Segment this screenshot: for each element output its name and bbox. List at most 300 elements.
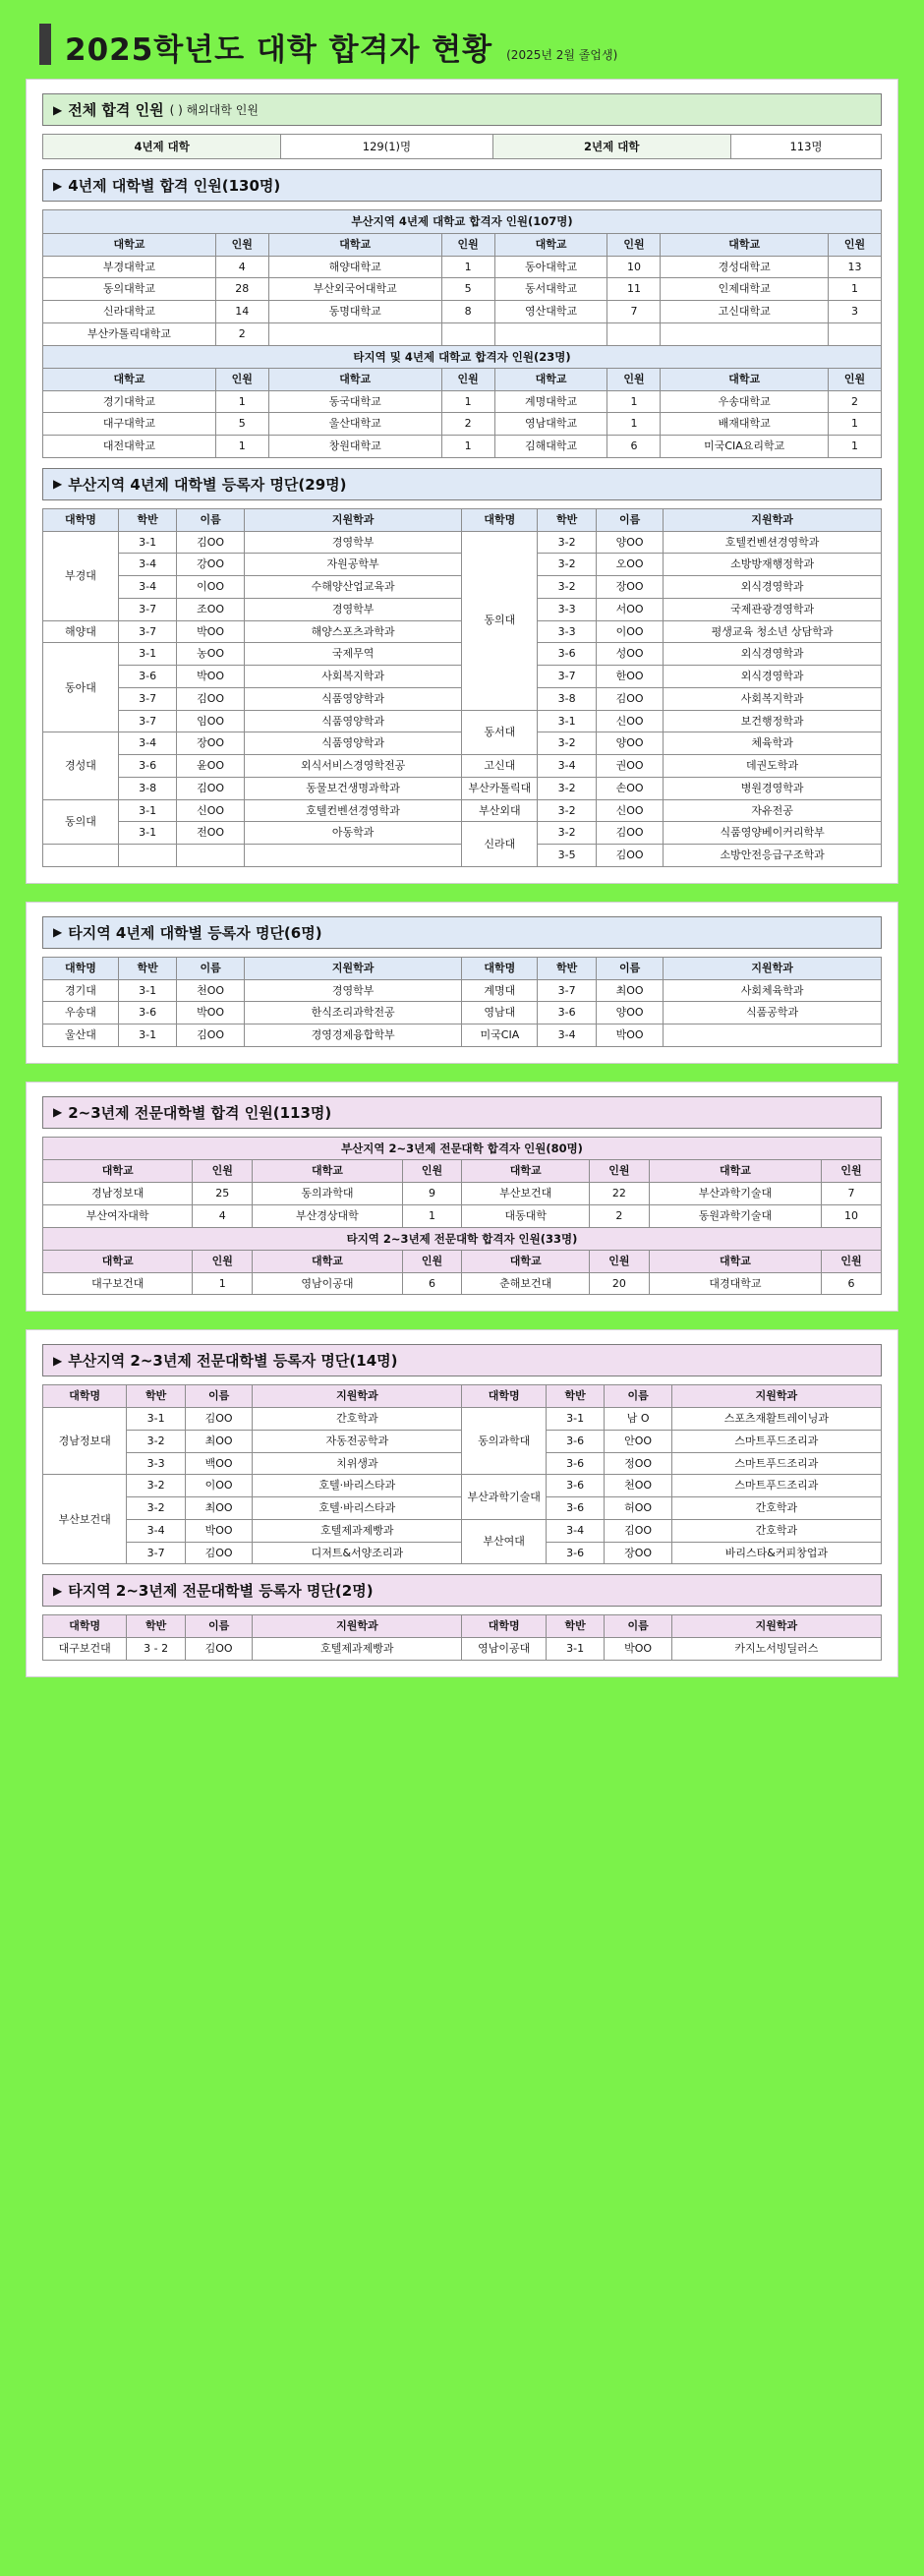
section-total-note: ( ) 해외대학 인원 <box>169 103 259 117</box>
cell-cls-right: 3-2 <box>538 531 597 554</box>
table-band-row <box>43 1227 882 1250</box>
cell-university-right: 동서대 <box>462 710 538 755</box>
cell-cls-right: 3-1 <box>538 710 597 732</box>
cell-name-right: 김OO <box>596 845 663 867</box>
cell: 3-6 <box>118 1002 177 1025</box>
cell: 박OO <box>596 1025 663 1047</box>
cell-dept-left: 경영학부 <box>244 598 462 620</box>
cell-cls-right: 3-2 <box>538 732 597 755</box>
cell-cls-left: 3-1 <box>118 643 177 666</box>
table-row <box>43 979 882 1002</box>
cell-dept-right: 스마트푸드조리과 <box>671 1475 881 1497</box>
cell-university-left: 해양대 <box>43 620 119 643</box>
cell-dept-right: 간호학과 <box>671 1497 881 1520</box>
cell-dept-left: 외식서비스경영학전공 <box>244 755 462 778</box>
cell-cls-right: 3-2 <box>538 799 597 822</box>
cell-cls-left: 3-3 <box>127 1452 186 1475</box>
cell-dept-right: 식품영양베이커리학부 <box>664 822 882 845</box>
cell-name-left <box>177 845 244 867</box>
cell-cls-left: 3-7 <box>118 710 177 732</box>
cell-name-right: 신OO <box>596 799 663 822</box>
cell-university-right: 동의대 <box>462 531 538 710</box>
cell: 동의과학대 <box>253 1183 402 1205</box>
col-univ-1: 대학교 <box>43 368 216 390</box>
cell-university-right: 부산카톨릭대 <box>462 777 538 799</box>
col-univ-3: 대학교 <box>494 233 607 256</box>
cell: 경남정보대 <box>43 1183 193 1205</box>
cell: 2 <box>589 1204 649 1227</box>
other-4yr-list-body <box>43 979 882 1046</box>
triangle-icon: ▶ <box>53 1105 63 1120</box>
cell-university-left: 동아대 <box>43 643 119 732</box>
cell: 천OO <box>177 979 244 1002</box>
table-header-row <box>43 1385 882 1408</box>
cell-name-right: 정OO <box>605 1452 671 1475</box>
col-name-left: 이름 <box>186 1615 253 1638</box>
table-row <box>43 256 882 278</box>
col-name-right: 이름 <box>596 508 663 531</box>
cell: 4 <box>193 1204 253 1227</box>
col-univ-3: 대학교 <box>494 368 607 390</box>
cell: 1 <box>828 278 881 301</box>
cell: 부산여자대학 <box>43 1204 193 1227</box>
busan-4yr-list-body <box>43 531 882 866</box>
table-header-row <box>43 508 882 531</box>
other-23yr-count-body <box>43 1272 882 1295</box>
cell-cls-left: 3-7 <box>127 1542 186 1564</box>
cell <box>661 322 828 345</box>
section-header-busan-4yr-list <box>42 468 882 500</box>
section-busan-4yr-list-title: 부산지역 4년제 대학별 등록자 명단(29명) <box>68 475 347 494</box>
cell-cls-right: 3-1 <box>546 1408 605 1431</box>
table-row <box>43 531 882 554</box>
cell-name-left: 이OO <box>186 1475 253 1497</box>
cell-dept-right: 외식경영학과 <box>664 643 882 666</box>
cell-dept-left: 식품영양학과 <box>244 732 462 755</box>
other-4yr-count-body <box>43 390 882 457</box>
cell-dept-left: 수해양산업교육과 <box>244 576 462 599</box>
col-univ-1: 대학교 <box>43 233 216 256</box>
cell: 2 <box>215 322 268 345</box>
table-total-summary <box>42 134 882 159</box>
card-other-four-year <box>26 902 898 1064</box>
cell: 대전대학교 <box>43 436 216 458</box>
col-count-3: 인원 <box>607 233 661 256</box>
cell: 동서대학교 <box>494 278 607 301</box>
table-row <box>43 413 882 436</box>
cell-cls-right: 3-6 <box>546 1452 605 1475</box>
cell: 동의대학교 <box>43 278 216 301</box>
cell <box>607 322 661 345</box>
cell: 영남대 <box>462 1002 538 1025</box>
cell-cls-left: 3-1 <box>118 822 177 845</box>
col-count-3: 인원 <box>607 368 661 390</box>
table-header-row <box>43 1615 882 1638</box>
cell-name-right: 손OO <box>596 777 663 799</box>
cell-dept-right: 체육학과 <box>664 732 882 755</box>
cell-dept-right: 사회복지학과 <box>664 687 882 710</box>
table-other-4yr-list <box>42 957 882 1047</box>
cell: 식품공학과 <box>664 1002 882 1025</box>
cell: 부경대학교 <box>43 256 216 278</box>
cell-name-left: 조OO <box>177 598 244 620</box>
cell-cls-left: 3-7 <box>118 687 177 710</box>
cell-dept-right: 호텔컨벤션경영학과 <box>664 531 882 554</box>
col-dept-right: 지원학과 <box>664 508 882 531</box>
table-header-row <box>43 1160 882 1183</box>
cell: 7 <box>822 1183 882 1205</box>
cell: 경성대학교 <box>661 256 828 278</box>
cell: 3-1 <box>546 1638 605 1661</box>
cell: 우송대학교 <box>661 390 828 413</box>
cell: 3-1 <box>118 979 177 1002</box>
cell-university-left: 경남정보대 <box>43 1408 127 1475</box>
col-name-left: 이름 <box>177 508 244 531</box>
col-name-right: 이름 <box>605 1615 671 1638</box>
cell-dept-left: 자동전공학과 <box>253 1430 462 1452</box>
col-class-right: 학반 <box>538 508 597 531</box>
cell-name-right: 양OO <box>596 732 663 755</box>
page-title <box>26 18 898 79</box>
col-dept-right: 지원학과 <box>664 957 882 979</box>
col-count-1: 인원 <box>215 233 268 256</box>
cell-name-right: 한OO <box>596 666 663 688</box>
col-univ-right: 대학명 <box>462 508 538 531</box>
cell-name-left: 최OO <box>186 1430 253 1452</box>
total-label-2yr: 2년제 대학 <box>492 135 730 159</box>
col-dept-right: 지원학과 <box>671 1385 881 1408</box>
cell: 배재대학교 <box>661 413 828 436</box>
cell-name-right: 성OO <box>596 643 663 666</box>
cell-dept-left: 호텔제과제빵과 <box>253 1519 462 1542</box>
cell-name-left: 김OO <box>186 1408 253 1431</box>
table-row <box>43 1002 882 1025</box>
table-row <box>43 278 882 301</box>
table-band-row <box>43 345 882 368</box>
section-header-other-23yr-list <box>42 1574 882 1607</box>
cell-cls-left: 3-2 <box>127 1475 186 1497</box>
col-count-1: 인원 <box>193 1160 253 1183</box>
cell-name-left: 김OO <box>177 531 244 554</box>
cell-name-right: 안OO <box>605 1430 671 1452</box>
section-header-busan-23yr-list <box>42 1344 882 1376</box>
cell: 인제대학교 <box>661 278 828 301</box>
cell: 3-1 <box>118 1025 177 1047</box>
col-univ-2: 대학교 <box>268 233 441 256</box>
cell: 경기대 <box>43 979 119 1002</box>
cell: 3 - 2 <box>127 1638 186 1661</box>
cell-dept-right: 스포츠재활트레이닝과 <box>671 1408 881 1431</box>
cell: 6 <box>607 436 661 458</box>
cell-cls-left: 3-4 <box>127 1519 186 1542</box>
cell <box>828 322 881 345</box>
cell: 1 <box>828 436 881 458</box>
col-class-right: 학반 <box>538 957 597 979</box>
section-header-total <box>42 93 882 126</box>
table-row <box>43 1204 882 1227</box>
cell: 대구보건대 <box>43 1272 193 1295</box>
cell: 3-6 <box>538 1002 597 1025</box>
cell-dept-right: 소방방재행정학과 <box>664 554 882 576</box>
cell-dept-left: 호텔컨벤션경영학과 <box>244 799 462 822</box>
cell-cls-right: 3-6 <box>546 1430 605 1452</box>
col-class-left: 학반 <box>118 508 177 531</box>
table-row <box>43 777 882 799</box>
cell: 9 <box>402 1183 462 1205</box>
cell-name-right: 권OO <box>596 755 663 778</box>
cell-cls-left: 3-7 <box>118 620 177 643</box>
band-busan-4yr: 부산지역 4년제 대학교 합격자 인원(107명) <box>43 210 882 233</box>
cell-dept-left: 간호학과 <box>253 1408 462 1431</box>
section-4yr-counts-title: 4년제 대학별 합격 인원(130명) <box>68 177 281 196</box>
cell-name-right: 장OO <box>605 1542 671 1564</box>
col-name-left: 이름 <box>177 957 244 979</box>
cell-name-left: 임OO <box>177 710 244 732</box>
cell: 6 <box>402 1272 462 1295</box>
cell-dept-right: 외식경영학과 <box>664 576 882 599</box>
band-busan-23yr: 부산지역 2~3년제 전문대학 합격자 인원(80명) <box>43 1137 882 1159</box>
cell-university-left <box>43 845 119 867</box>
col-univ-right: 대학명 <box>462 1385 546 1408</box>
cell: 1 <box>607 390 661 413</box>
cell: 양OO <box>596 1002 663 1025</box>
cell: 영남이공대 <box>253 1272 402 1295</box>
cell-name-left: 강OO <box>177 554 244 576</box>
table-busan-4yr-list <box>42 508 882 867</box>
cell-dept-left: 자원공학부 <box>244 554 462 576</box>
table-header-row <box>43 233 882 256</box>
col-class-right: 학반 <box>546 1615 605 1638</box>
cell-dept-left: 식품영양학과 <box>244 687 462 710</box>
table-other-23yr-list <box>42 1614 882 1661</box>
cell: 10 <box>822 1204 882 1227</box>
cell: 11 <box>607 278 661 301</box>
triangle-icon: ▶ <box>53 1583 63 1598</box>
cell-cls-left: 3-4 <box>118 732 177 755</box>
cell-cls-right: 3-6 <box>538 643 597 666</box>
cell: 1 <box>402 1204 462 1227</box>
cell: 한식조리과학전공 <box>244 1002 462 1025</box>
cell: 2 <box>441 413 494 436</box>
cell: 호텔제과제빵과 <box>253 1638 462 1661</box>
cell: 1 <box>441 256 494 278</box>
cell: 김OO <box>177 1025 244 1047</box>
cell: 김OO <box>186 1638 253 1661</box>
table-row <box>43 301 882 323</box>
cell: 해양대학교 <box>268 256 441 278</box>
col-univ-4: 대학교 <box>661 368 828 390</box>
cell-name-left: 김OO <box>177 777 244 799</box>
col-count-3: 인원 <box>589 1160 649 1183</box>
cell: 최OO <box>596 979 663 1002</box>
cell-name-right: 장OO <box>596 576 663 599</box>
section-header-23yr-counts <box>42 1096 882 1129</box>
col-name-left: 이름 <box>186 1385 253 1408</box>
col-univ-right: 대학명 <box>462 957 538 979</box>
cell-university-right: 고신대 <box>462 755 538 778</box>
cell: 3 <box>828 301 881 323</box>
cell: 동국대학교 <box>268 390 441 413</box>
cell-dept-right: 소방안전응급구조학과 <box>664 845 882 867</box>
cell-cls-left: 3-1 <box>118 799 177 822</box>
cell-university-right: 동의과학대 <box>462 1408 546 1475</box>
col-univ-left: 대학명 <box>43 1615 127 1638</box>
cell-dept-left: 식품영양학과 <box>244 710 462 732</box>
table-band-row <box>43 1137 882 1159</box>
cell: 고신대학교 <box>661 301 828 323</box>
col-univ-2: 대학교 <box>268 368 441 390</box>
cell: 14 <box>215 301 268 323</box>
cell: 박OO <box>605 1638 671 1661</box>
cell: 1 <box>828 413 881 436</box>
triangle-icon: ▶ <box>53 1353 63 1368</box>
table-row <box>43 390 882 413</box>
cell: 1 <box>441 390 494 413</box>
col-count-1: 인원 <box>215 368 268 390</box>
cell: 22 <box>589 1183 649 1205</box>
cell-dept-left: 디저트&서양조리과 <box>253 1542 462 1564</box>
col-class-left: 학반 <box>127 1385 186 1408</box>
cell-dept-left <box>244 845 462 867</box>
cell-cls-right: 3-2 <box>538 822 597 845</box>
cell-university-right: 부산여대 <box>462 1519 546 1564</box>
cell-dept-right: 평생교육 청소년 상담학과 <box>664 620 882 643</box>
band-other-23yr: 타지역 2~3년제 전문대학 합격자 인원(33명) <box>43 1227 882 1250</box>
col-univ-2: 대학교 <box>253 1160 402 1183</box>
cell-dept-left: 사회복지학과 <box>244 666 462 688</box>
cell-name-right: 남 O <box>605 1408 671 1431</box>
total-value-4yr: 129(1)명 <box>281 135 492 159</box>
cell-dept-right: 외식경영학과 <box>664 666 882 688</box>
cell: 영산대학교 <box>494 301 607 323</box>
cell-name-right: 천OO <box>605 1475 671 1497</box>
cell-cls-right: 3-6 <box>546 1497 605 1520</box>
col-univ-left: 대학명 <box>43 508 119 531</box>
col-count-2: 인원 <box>402 1160 462 1183</box>
cell: 경영경제융합학부 <box>244 1025 462 1047</box>
cell-dept-left: 아동학과 <box>244 822 462 845</box>
cell: 우송대 <box>43 1002 119 1025</box>
cell-name-left: 신OO <box>177 799 244 822</box>
cell: 7 <box>607 301 661 323</box>
cell: 1 <box>215 436 268 458</box>
table-23yr-counts <box>42 1137 882 1296</box>
col-name-right: 이름 <box>596 957 663 979</box>
table-row <box>43 1272 882 1295</box>
total-label-4yr: 4년제 대학 <box>43 135 281 159</box>
cell: 김해대학교 <box>494 436 607 458</box>
cell-cls-left: 3-1 <box>118 531 177 554</box>
cell-name-right: 서OO <box>596 598 663 620</box>
table-row <box>43 1475 882 1497</box>
table-row <box>43 1638 882 1661</box>
cell-dept-left: 치위생과 <box>253 1452 462 1475</box>
cell-cls-left <box>118 845 177 867</box>
cell: 대동대학 <box>462 1204 590 1227</box>
cell: 1 <box>441 436 494 458</box>
cell-name-right: 김OO <box>596 687 663 710</box>
cell-cls-right: 3-2 <box>538 554 597 576</box>
triangle-icon: ▶ <box>53 925 63 940</box>
cell-dept-right: 스마트푸드조리과 <box>671 1452 881 1475</box>
col-dept-left: 지원학과 <box>244 508 462 531</box>
table-row <box>43 1183 882 1205</box>
cell-dept-left: 호텔·바리스타과 <box>253 1475 462 1497</box>
cell-name-right: 양OO <box>596 531 663 554</box>
cell-dept-left: 호텔·바리스타과 <box>253 1497 462 1520</box>
card-two-three-year-counts <box>26 1082 898 1313</box>
cell-university-left: 부경대 <box>43 531 119 620</box>
col-univ-1: 대학교 <box>43 1160 193 1183</box>
col-dept-right: 지원학과 <box>671 1615 881 1638</box>
cell-name-left: 박OO <box>177 620 244 643</box>
table-row <box>43 755 882 778</box>
cell-dept-left: 동물보건생명과학과 <box>244 777 462 799</box>
cell: 20 <box>589 1272 649 1295</box>
col-univ-left: 대학명 <box>43 957 119 979</box>
cell-dept-right: 병원경영학과 <box>664 777 882 799</box>
cell: 5 <box>441 278 494 301</box>
cell-name-right: 허OO <box>605 1497 671 1520</box>
cell-cls-right: 3-7 <box>538 666 597 688</box>
cell: 28 <box>215 278 268 301</box>
triangle-icon: ▶ <box>53 102 63 117</box>
cell: 신라대학교 <box>43 301 216 323</box>
cell-cls-left: 3-6 <box>118 755 177 778</box>
section-total-title: 전체 합격 인원 <box>68 101 164 119</box>
triangle-icon: ▶ <box>53 178 63 193</box>
cell: 동아대학교 <box>494 256 607 278</box>
table-row <box>43 1025 882 1047</box>
total-value-2yr: 113명 <box>730 135 881 159</box>
cell-cls-right: 3-8 <box>538 687 597 710</box>
cell: 1 <box>193 1272 253 1295</box>
cell: 동명대학교 <box>268 301 441 323</box>
cell-cls-right: 3-5 <box>538 845 597 867</box>
cell-cls-left: 3-6 <box>118 666 177 688</box>
col-count-2: 인원 <box>402 1250 462 1272</box>
table-header-row <box>43 957 882 979</box>
col-univ-left: 대학명 <box>43 1385 127 1408</box>
triangle-icon: ▶ <box>53 477 63 492</box>
section-header-other-4yr-list <box>42 916 882 949</box>
cell-dept-right: 바리스타&커피창업과 <box>671 1542 881 1564</box>
table-row <box>43 799 882 822</box>
cell: 5 <box>215 413 268 436</box>
col-univ-2: 대학교 <box>253 1250 402 1272</box>
table-busan-23yr-list <box>42 1384 882 1564</box>
cell-dept-right: 국제관광경영학과 <box>664 598 882 620</box>
cell-name-left: 농OO <box>177 643 244 666</box>
cell: 계명대 <box>462 979 538 1002</box>
table-row <box>43 710 882 732</box>
cell: 동원과학기술대 <box>649 1204 821 1227</box>
col-count-2: 인원 <box>441 233 494 256</box>
cell: 미국CIA요리학교 <box>661 436 828 458</box>
cell-cls-right: 3-4 <box>546 1519 605 1542</box>
cell-cls-left: 3-8 <box>118 777 177 799</box>
cell-name-left: 김OO <box>186 1542 253 1564</box>
col-class-left: 학반 <box>127 1615 186 1638</box>
cell: 10 <box>607 256 661 278</box>
cell-cls-right: 3-2 <box>538 777 597 799</box>
cell: 1 <box>607 413 661 436</box>
cell-name-left: 장OO <box>177 732 244 755</box>
cell: 2 <box>828 390 881 413</box>
cell-dept-left: 경영학부 <box>244 531 462 554</box>
col-count-3: 인원 <box>589 1250 649 1272</box>
col-univ-4: 대학교 <box>649 1160 821 1183</box>
